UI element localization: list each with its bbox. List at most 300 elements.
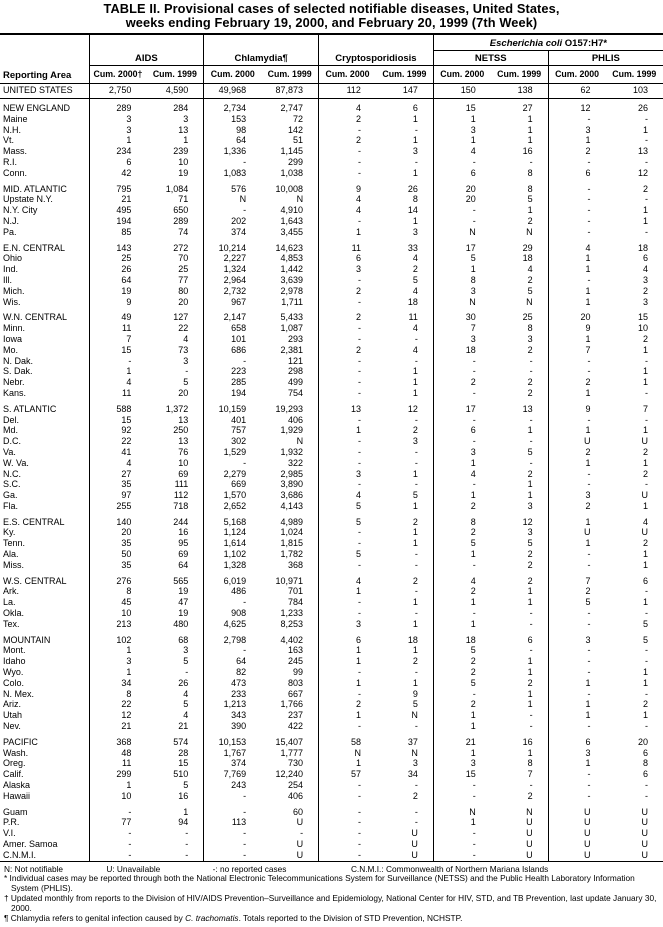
state-row bbox=[0, 619, 663, 630]
value-cell: - bbox=[433, 205, 490, 216]
value-cell: 1 bbox=[548, 334, 605, 345]
region-row bbox=[0, 103, 663, 114]
value-cell: 3 bbox=[89, 656, 146, 667]
cum-2000-header: Cum. 2000 bbox=[319, 65, 376, 83]
value-cell: 1 bbox=[412, 618, 418, 629]
value-cell: 401 bbox=[204, 415, 261, 426]
value-cell: 1 bbox=[183, 806, 189, 817]
value-cell: 1 bbox=[642, 667, 648, 678]
value-cell: 1 bbox=[412, 527, 418, 538]
value-cell: 1 bbox=[642, 710, 648, 721]
value-cell: - bbox=[548, 780, 605, 791]
region-row bbox=[0, 737, 663, 748]
value-cell: - bbox=[645, 355, 648, 366]
value-cell: U bbox=[641, 849, 648, 860]
value-cell: 2 bbox=[548, 586, 605, 597]
value-cell: U bbox=[526, 828, 533, 839]
value-cell: 4 bbox=[89, 377, 146, 388]
state-row bbox=[0, 549, 663, 560]
value-cell: 2 bbox=[527, 677, 533, 688]
value-cell: 7 bbox=[89, 334, 146, 345]
value-cell: - bbox=[319, 850, 376, 861]
value-cell: 1 bbox=[642, 377, 648, 388]
value-cell: 19 bbox=[178, 586, 189, 597]
value-cell: 13 bbox=[637, 146, 648, 157]
value-cell: - bbox=[319, 828, 376, 839]
value-cell: 85 bbox=[89, 227, 146, 238]
value-cell: 8,253 bbox=[280, 618, 304, 629]
value-cell: 147 bbox=[376, 83, 433, 98]
value-cell: - bbox=[414, 806, 418, 817]
value-cell: 1 bbox=[412, 597, 418, 608]
value-cell: 1 bbox=[433, 458, 490, 469]
value-cell: 1 bbox=[433, 135, 490, 146]
footnote-pilcrow-pre: ¶ Chlamydia refers to genital infection caused by bbox=[4, 912, 186, 923]
value-cell: 112 bbox=[319, 83, 376, 98]
value-cell: 6 bbox=[548, 168, 605, 179]
value-cell: 3 bbox=[433, 447, 490, 458]
header-spacer bbox=[89, 34, 204, 50]
value-cell: - bbox=[548, 479, 605, 490]
value-cell: - bbox=[645, 194, 648, 205]
value-cell: 4,853 bbox=[280, 253, 304, 264]
state-row bbox=[0, 479, 663, 490]
value-cell: 1 bbox=[548, 425, 605, 436]
value-cell: 26 bbox=[637, 103, 648, 113]
value-cell: 1 bbox=[527, 479, 533, 490]
value-cell: 15,407 bbox=[275, 736, 304, 747]
value-cell: 244 bbox=[173, 516, 189, 527]
value-cell: 5 bbox=[527, 446, 533, 457]
value-cell: 2 bbox=[433, 377, 490, 388]
value-cell: 1 bbox=[89, 366, 146, 377]
value-cell: 15 bbox=[433, 103, 490, 114]
value-cell: 3,455 bbox=[280, 226, 304, 237]
value-cell: 18 bbox=[522, 253, 533, 264]
value-cell: 18 bbox=[433, 345, 490, 356]
value-cell: 26 bbox=[407, 183, 418, 194]
region-row bbox=[0, 83, 663, 98]
value-cell: - bbox=[414, 333, 418, 344]
value-cell: 18 bbox=[433, 635, 490, 646]
value-cell: 1,932 bbox=[280, 446, 304, 457]
value-cell: 1,233 bbox=[280, 608, 304, 619]
value-cell: - bbox=[414, 721, 418, 732]
aids-column-group: AIDS bbox=[89, 50, 204, 65]
value-cell: 21 bbox=[89, 194, 146, 205]
value-cell: 2 bbox=[412, 790, 418, 801]
value-cell: - bbox=[645, 479, 648, 490]
cryptosporidiosis-column-group: Cryptosporidiosis bbox=[319, 50, 434, 65]
state-row bbox=[0, 436, 663, 447]
value-cell: 2 bbox=[642, 468, 648, 479]
reporting-area-cell: C.N.M.I. bbox=[3, 849, 36, 860]
value-cell: 1 bbox=[642, 549, 648, 560]
value-cell: - bbox=[319, 689, 376, 700]
value-cell: 27 bbox=[89, 469, 146, 480]
value-cell: 28 bbox=[178, 747, 189, 758]
value-cell: 4 bbox=[548, 243, 605, 254]
reporting-area-cell: Nebr. bbox=[3, 377, 25, 388]
reporting-area-cell: Conn. bbox=[3, 167, 28, 178]
value-cell: 368 bbox=[288, 559, 304, 570]
reporting-area-cell: Hawaii bbox=[3, 790, 31, 801]
value-cell: 3 bbox=[433, 334, 490, 345]
value-cell: 142 bbox=[288, 124, 304, 135]
value-cell: - bbox=[645, 608, 648, 619]
value-cell: 2 bbox=[527, 274, 533, 285]
ecoli-serotype-label: O157:H7* bbox=[562, 37, 608, 49]
value-cell: 1 bbox=[433, 710, 490, 721]
value-cell: 30 bbox=[433, 312, 490, 323]
value-cell: 4 bbox=[642, 516, 648, 527]
value-cell: - bbox=[319, 146, 376, 157]
value-cell: 10,008 bbox=[275, 183, 304, 194]
value-cell: - bbox=[319, 608, 376, 619]
value-cell: 1,083 bbox=[204, 168, 261, 179]
state-row bbox=[0, 286, 663, 297]
value-cell: 237 bbox=[288, 710, 304, 721]
value-cell: - bbox=[529, 457, 533, 468]
value-cell: 4 bbox=[319, 205, 376, 216]
value-cell: - bbox=[204, 356, 261, 367]
value-cell: 2,978 bbox=[280, 285, 304, 296]
value-cell: 194 bbox=[89, 216, 146, 227]
value-cell: 64 bbox=[89, 275, 146, 286]
reporting-area-cell: Wis. bbox=[3, 296, 21, 307]
value-cell: 343 bbox=[204, 710, 261, 721]
value-cell: 5 bbox=[527, 285, 533, 296]
value-cell: - bbox=[204, 807, 261, 818]
reporting-area-cell: N.H. bbox=[3, 124, 21, 135]
reporting-area-cell: N. Mex. bbox=[3, 688, 35, 699]
value-cell: 11 bbox=[89, 323, 146, 334]
value-cell: 20 bbox=[433, 194, 490, 205]
value-cell: - bbox=[548, 645, 605, 656]
value-cell: - bbox=[185, 849, 189, 860]
value-cell: - bbox=[319, 538, 376, 549]
value-cell: 20 bbox=[548, 312, 605, 323]
value-cell: 1,124 bbox=[204, 527, 261, 538]
reporting-area-cell: Ohio bbox=[3, 253, 23, 264]
value-cell: 10,214 bbox=[204, 243, 261, 254]
value-cell: 730 bbox=[288, 758, 304, 769]
value-cell: 1,324 bbox=[204, 264, 261, 275]
value-cell: - bbox=[414, 156, 418, 167]
value-cell: - bbox=[319, 721, 376, 732]
value-cell: 25 bbox=[522, 312, 533, 323]
value-cell: 12 bbox=[522, 516, 533, 527]
value-cell: 4 bbox=[183, 688, 189, 699]
value-cell: - bbox=[645, 586, 648, 597]
value-cell: 5 bbox=[412, 274, 418, 285]
footnote-pilcrow bbox=[4, 914, 659, 924]
reporting-area-cell: Alaska bbox=[3, 780, 31, 791]
value-cell: 2 bbox=[412, 425, 418, 436]
value-cell: 29 bbox=[522, 242, 533, 253]
value-cell: 22 bbox=[89, 699, 146, 710]
value-cell: - bbox=[548, 227, 605, 238]
value-cell: - bbox=[414, 414, 418, 425]
value-cell: 795 bbox=[89, 184, 146, 195]
value-cell: 2 bbox=[412, 656, 418, 667]
value-cell: - bbox=[319, 323, 376, 334]
value-cell: - bbox=[319, 597, 376, 608]
state-row bbox=[0, 839, 663, 850]
value-cell: 5 bbox=[183, 699, 189, 710]
value-cell: 16 bbox=[178, 527, 189, 538]
value-cell: 406 bbox=[288, 790, 304, 801]
value-cell: 276 bbox=[89, 576, 146, 587]
value-cell: - bbox=[433, 560, 490, 571]
value-cell: 14 bbox=[407, 205, 418, 216]
value-cell: 299 bbox=[288, 156, 304, 167]
value-cell: 2 bbox=[527, 344, 533, 355]
value-cell: - bbox=[433, 791, 490, 802]
value-cell: U bbox=[641, 436, 648, 447]
value-cell: 4,402 bbox=[280, 634, 304, 645]
value-cell: 62 bbox=[548, 83, 605, 98]
value-cell: 163 bbox=[288, 645, 304, 656]
value-cell: 1 bbox=[642, 500, 648, 511]
value-cell: U bbox=[548, 527, 605, 538]
value-cell: 302 bbox=[204, 436, 261, 447]
value-cell: U bbox=[411, 849, 418, 860]
value-cell: - bbox=[204, 828, 261, 839]
value-cell: 2,147 bbox=[204, 312, 261, 323]
value-cell: - bbox=[645, 780, 648, 791]
value-cell: 19 bbox=[178, 167, 189, 178]
value-cell: 98 bbox=[204, 125, 261, 136]
value-cell: 2 bbox=[433, 667, 490, 678]
reporting-area-cell: R.I. bbox=[3, 156, 18, 167]
value-cell: 20 bbox=[178, 296, 189, 307]
value-cell: 16 bbox=[178, 790, 189, 801]
reporting-area-cell: Iowa bbox=[3, 333, 23, 344]
value-cell: - bbox=[89, 850, 146, 861]
value-cell: 103 bbox=[606, 83, 663, 98]
reporting-area-cell: D.C. bbox=[3, 436, 21, 447]
value-cell: 102 bbox=[89, 635, 146, 646]
value-cell: 213 bbox=[89, 619, 146, 630]
state-row bbox=[0, 469, 663, 480]
value-cell: 15 bbox=[637, 312, 648, 323]
value-cell: U bbox=[526, 849, 533, 860]
value-cell: - bbox=[529, 355, 533, 366]
value-cell: 2,227 bbox=[204, 253, 261, 264]
value-cell: - bbox=[433, 608, 490, 619]
value-cell: 1 bbox=[527, 688, 533, 699]
value-cell: 4 bbox=[433, 576, 490, 587]
value-cell: 3,686 bbox=[280, 490, 304, 501]
value-cell: U bbox=[296, 839, 304, 849]
value-cell: 1 bbox=[548, 710, 605, 721]
reporting-area-cell: S. ATLANTIC bbox=[3, 403, 57, 414]
value-cell: 2 bbox=[433, 656, 490, 667]
value-cell: - bbox=[645, 688, 648, 699]
value-cell: - bbox=[645, 135, 648, 146]
value-cell: 1 bbox=[548, 678, 605, 689]
value-cell: 2,747 bbox=[280, 103, 304, 113]
value-cell: 1 bbox=[642, 597, 648, 608]
value-cell: 87,873 bbox=[261, 83, 318, 98]
value-cell: 1,614 bbox=[204, 538, 261, 549]
value-cell: - bbox=[319, 447, 376, 458]
state-row bbox=[0, 501, 663, 512]
value-cell: 15 bbox=[89, 415, 146, 426]
value-cell: 5 bbox=[183, 656, 189, 667]
value-cell: 111 bbox=[174, 479, 189, 490]
table-title bbox=[0, 0, 663, 30]
value-cell: - bbox=[414, 446, 418, 457]
state-row bbox=[0, 817, 663, 828]
region-row bbox=[0, 576, 663, 587]
value-cell: 7 bbox=[548, 345, 605, 356]
value-cell: 254 bbox=[288, 780, 304, 791]
value-cell: 3 bbox=[183, 355, 189, 366]
value-cell: 5 bbox=[183, 780, 189, 791]
value-cell: - bbox=[548, 366, 605, 377]
value-cell: 1 bbox=[412, 215, 418, 226]
value-cell: 19 bbox=[89, 286, 146, 297]
reporting-area-cell: Minn. bbox=[3, 323, 26, 334]
value-cell: 4,625 bbox=[204, 619, 261, 630]
value-cell: 2 bbox=[319, 312, 376, 323]
value-cell: 1 bbox=[548, 517, 605, 528]
value-cell: - bbox=[185, 366, 189, 377]
reporting-area-cell: Pa. bbox=[3, 226, 17, 237]
value-cell: N bbox=[296, 436, 304, 447]
reporting-area-cell: Guam bbox=[3, 806, 28, 817]
value-cell: 68 bbox=[178, 634, 189, 645]
value-cell: 2 bbox=[642, 446, 648, 457]
value-cell: 1 bbox=[548, 458, 605, 469]
value-cell: 2 bbox=[433, 586, 490, 597]
value-cell: 784 bbox=[288, 597, 304, 608]
cum-1999-header: Cum. 1999 bbox=[261, 65, 318, 83]
value-cell: 3 bbox=[89, 114, 146, 125]
state-row bbox=[0, 667, 663, 678]
value-cell: - bbox=[414, 780, 418, 791]
value-cell: 77 bbox=[89, 817, 146, 828]
value-cell: 8 bbox=[433, 517, 490, 528]
value-cell: - bbox=[548, 194, 605, 205]
value-cell: 2,732 bbox=[204, 286, 261, 297]
value-cell: 94 bbox=[178, 817, 189, 828]
value-cell: 2 bbox=[527, 377, 533, 388]
value-cell: 47 bbox=[178, 597, 189, 608]
value-cell: 2,279 bbox=[204, 469, 261, 480]
cum-2000-header: Cum. 2000 bbox=[204, 65, 261, 83]
value-cell: 1 bbox=[642, 366, 648, 377]
value-cell: - bbox=[319, 275, 376, 286]
value-cell: - bbox=[319, 297, 376, 308]
value-cell: U bbox=[411, 828, 418, 839]
value-cell: - bbox=[645, 645, 648, 656]
value-cell: 2 bbox=[548, 377, 605, 388]
state-row bbox=[0, 323, 663, 334]
value-cell: 4 bbox=[319, 490, 376, 501]
value-cell: 71 bbox=[178, 194, 189, 205]
value-cell: - bbox=[414, 479, 418, 490]
value-cell: - bbox=[319, 377, 376, 388]
value-cell: 45 bbox=[89, 597, 146, 608]
value-cell: 19,293 bbox=[275, 403, 304, 414]
state-row bbox=[0, 850, 663, 861]
value-cell: - bbox=[319, 356, 376, 367]
reporting-area-cell: Tenn. bbox=[3, 538, 26, 549]
value-cell: 1 bbox=[642, 677, 648, 688]
value-cell: 5 bbox=[642, 634, 648, 645]
value-cell: - bbox=[548, 769, 605, 780]
value-cell: 77 bbox=[178, 274, 189, 285]
legend-not-notifiable: N: Not notifiable bbox=[4, 863, 64, 874]
value-cell: 1,024 bbox=[280, 527, 304, 538]
value-cell: 574 bbox=[173, 736, 189, 747]
value-cell: 69 bbox=[178, 549, 189, 560]
value-cell: 1 bbox=[183, 135, 189, 146]
value-cell: 12 bbox=[548, 103, 605, 114]
value-cell: 5 bbox=[433, 253, 490, 264]
value-cell: 1 bbox=[642, 425, 648, 436]
value-cell: - bbox=[529, 618, 533, 629]
value-cell: 127 bbox=[173, 312, 189, 323]
value-cell: - bbox=[204, 205, 261, 216]
value-cell: 95 bbox=[178, 538, 189, 549]
value-cell: 967 bbox=[204, 297, 261, 308]
value-cell: 10 bbox=[637, 323, 648, 334]
value-cell: - bbox=[433, 839, 490, 850]
value-cell: - bbox=[548, 721, 605, 732]
value-cell: 1 bbox=[527, 586, 533, 597]
state-row bbox=[0, 608, 663, 619]
region-row bbox=[0, 517, 663, 528]
value-cell: - bbox=[319, 667, 376, 678]
value-cell: - bbox=[548, 415, 605, 426]
value-cell: 10 bbox=[178, 457, 189, 468]
value-cell: U bbox=[641, 490, 648, 501]
value-cell: 4,910 bbox=[280, 205, 304, 216]
value-cell: 8 bbox=[527, 183, 533, 194]
title-line-1: TABLE II. Provisional cases of selected notifiable diseases, United States, bbox=[103, 1, 560, 16]
value-cell: 18 bbox=[637, 242, 648, 253]
value-cell: 8 bbox=[527, 758, 533, 769]
value-cell: 1,570 bbox=[204, 490, 261, 501]
value-cell: 1,213 bbox=[204, 699, 261, 710]
value-cell: 2,964 bbox=[204, 275, 261, 286]
header-spacer bbox=[319, 34, 434, 50]
value-cell: 1,777 bbox=[280, 747, 304, 758]
value-cell: U bbox=[296, 817, 304, 828]
value-cell: 1,372 bbox=[165, 403, 189, 414]
state-row bbox=[0, 425, 663, 436]
value-cell: 239 bbox=[173, 146, 189, 157]
value-cell: 12,240 bbox=[275, 769, 304, 780]
value-cell: 6,019 bbox=[204, 576, 261, 587]
value-cell: N bbox=[411, 747, 418, 758]
value-cell: 5 bbox=[183, 377, 189, 388]
state-row bbox=[0, 194, 663, 205]
value-cell: 3 bbox=[433, 758, 490, 769]
value-cell: 121 bbox=[288, 355, 304, 366]
value-cell: 2 bbox=[412, 264, 418, 275]
value-cell: 6 bbox=[642, 769, 648, 780]
value-cell: 20 bbox=[178, 387, 189, 398]
reporting-area-header: Reporting Area bbox=[0, 34, 89, 83]
value-cell: - bbox=[319, 157, 376, 168]
value-cell: - bbox=[414, 667, 418, 678]
value-cell: 2 bbox=[319, 345, 376, 356]
